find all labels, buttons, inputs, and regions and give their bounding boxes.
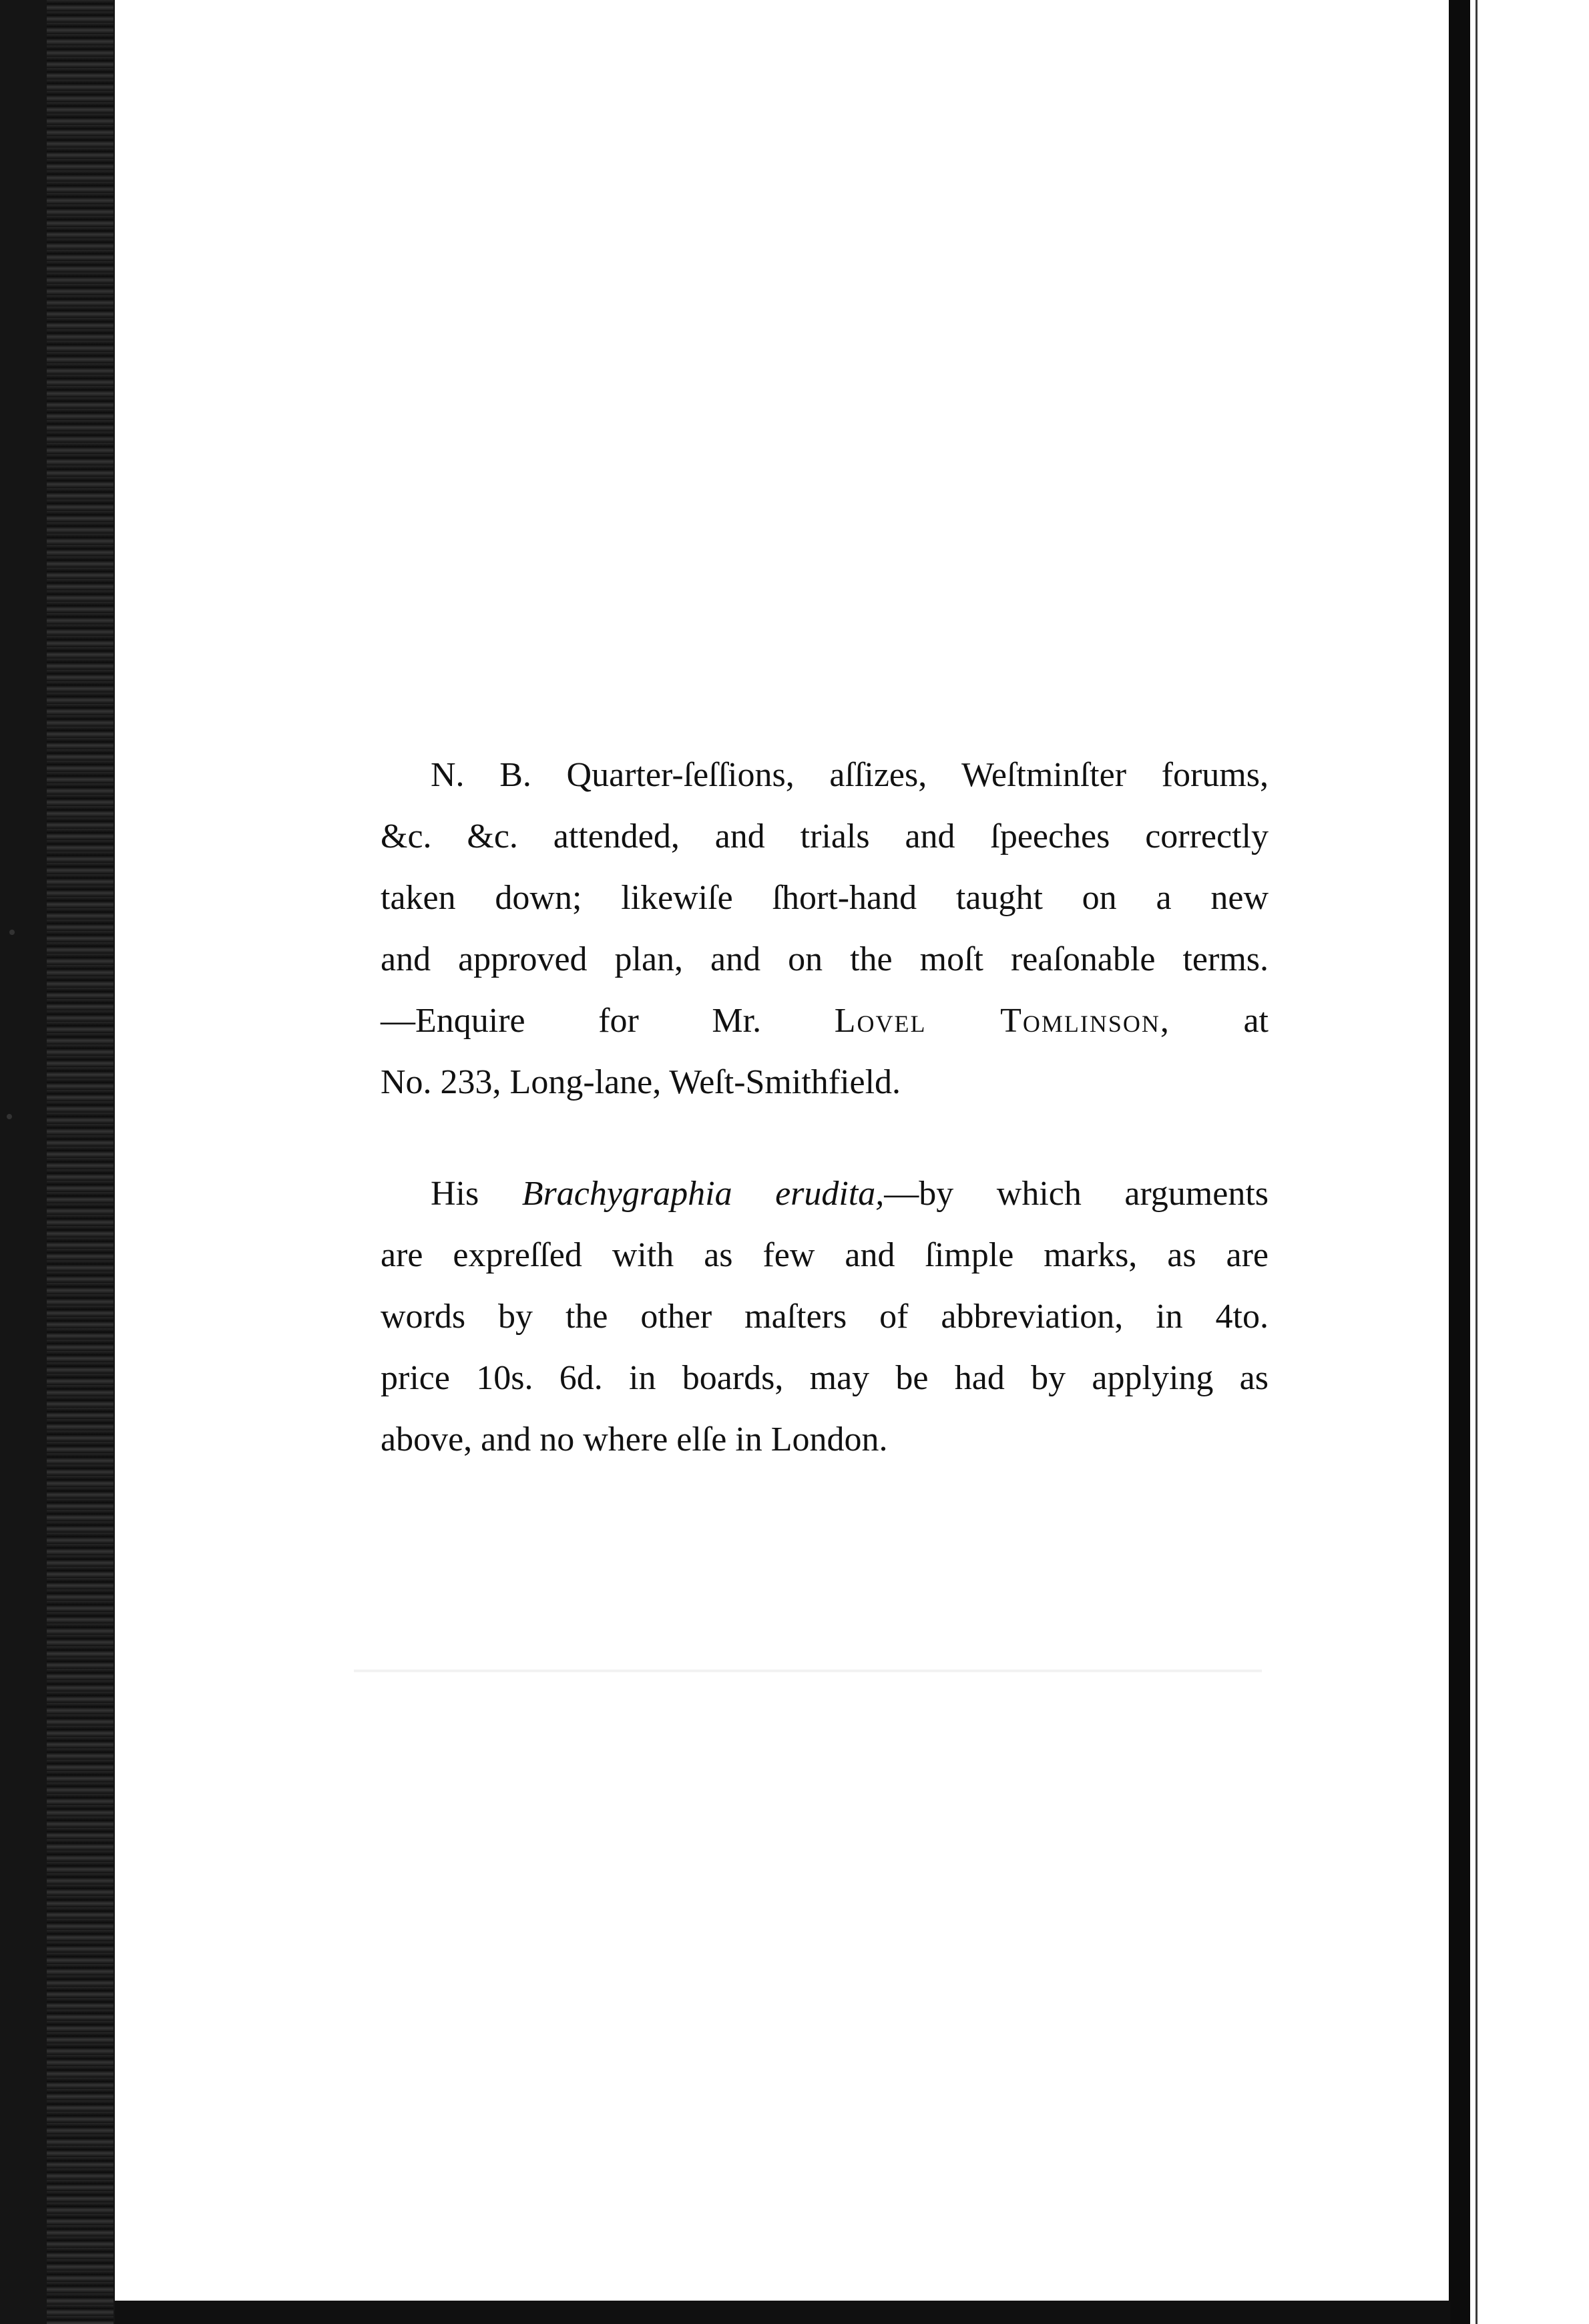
- text-line-enquire: [381, 990, 1269, 1052]
- next-page-edge: [1470, 0, 1589, 2324]
- text-line: price 10s. 6d. in boards, may be had by applying as: [381, 1359, 1269, 1397]
- page-gutter-right: [1449, 0, 1473, 2324]
- text-line-title: [381, 1163, 1269, 1225]
- text-line-address: No. 233, Long-lane, Weſt-Smithfield.: [381, 1063, 901, 1101]
- page-binding-shadow: [0, 0, 115, 2324]
- next-page-edge-line: [1476, 0, 1478, 2324]
- binding-texture: [47, 0, 114, 2324]
- enquire-text: —Enquire for Mr.: [381, 1002, 762, 1040]
- binding-speck: [9, 930, 15, 935]
- text-line: N. B. Quarter-ſeſſions, aſſizes, Weſtminſter forums,: [431, 756, 1269, 794]
- author-name: Lovel Tomlinson,: [834, 1002, 1170, 1040]
- advertisement-paragraph-shorthand: [381, 745, 1269, 1113]
- text-line: are expreſſed with as few and ſimple marks, as are: [381, 1236, 1269, 1274]
- text-line: and approved plan, and on the moſt reaſonable terms.: [381, 940, 1269, 978]
- advertisement-paragraph-book: [381, 1163, 1269, 1471]
- text-line: taken down; likewiſe ſhort-hand taught on a new: [381, 879, 1269, 917]
- book-title: Brachygraphia erudita,: [521, 1175, 885, 1213]
- text-line: above, and no where elſe in London.: [381, 1420, 888, 1459]
- bleed-through-rule: [354, 1670, 1262, 1672]
- book-description-start: —by which arguments: [884, 1175, 1269, 1213]
- his-text: His: [431, 1175, 479, 1213]
- binding-speck: [7, 1114, 12, 1119]
- text-line: words by the other maſters of abbreviation, in 4to.: [381, 1298, 1269, 1336]
- text-line: &c. &c. attended, and trials and ſpeeches correctly: [381, 817, 1269, 855]
- enquire-text-end: at: [1243, 1002, 1269, 1040]
- page-bottom-shadow: [115, 2301, 1450, 2324]
